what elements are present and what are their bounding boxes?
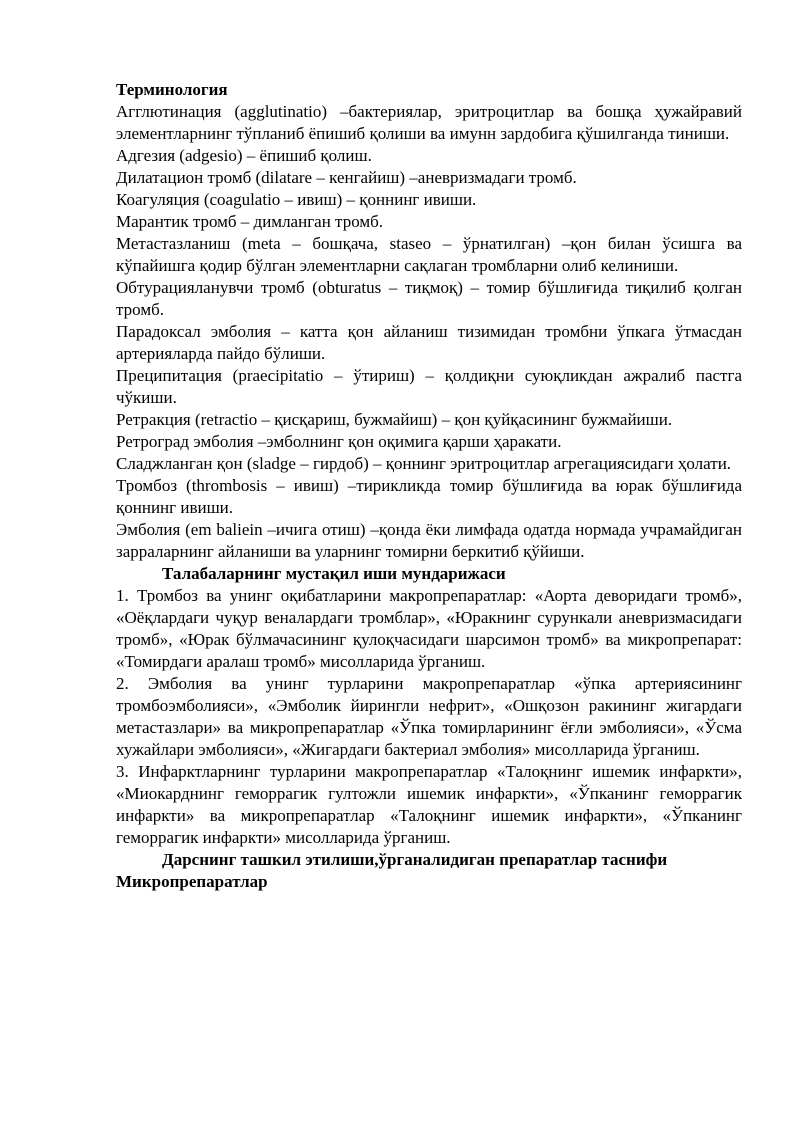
term-adhesion: Адгезия (adgesio) – ёпишиб қолиш. <box>116 146 372 165</box>
term-dilatation-thrombus: Дилатацион тромб (dilatare – кенгайиш) –аневризмадаги тромб. <box>116 168 577 187</box>
independent-work-item-2: 2. Эмболия ва унинг турларини макропрепаратлар «ўпка артериясининг тромбоэмболияси», «Эмболик йирингли нефрит», «Ошқозон ракининг жигардаги метастазлари» ва микропрепаратлар «Ўпка томирларининг ёғли эмболияси», «Ўсма хужайлари эмболияси», «Жигардаги бактериал эмболия» мисолларида ўрганиш. <box>116 674 742 759</box>
document-page <box>116 79 742 893</box>
micropreparations-subheading: Микропрепаратлар <box>116 872 268 891</box>
independent-work-heading: Талабаларнинг мустақил иши мундарижаси <box>162 564 506 583</box>
term-thrombosis: Тромбоз (thrombosis – ивиш) –тирикликда томир бўшлиғида ва юрак бўшлиғида қоннинг ивиши. <box>116 476 742 517</box>
term-embolism: Эмболия (em balіein –ичига отиш) –қонда ёки лимфада одатда нормада учрамайдиган зарраларнинг айланиши ва уларнинг томирни беркитиб қўйиши. <box>116 520 742 561</box>
term-retraction: Ретракция (retractio – қисқариш, бужмайиш) – қон қуйқасининг бужмайиши. <box>116 410 673 429</box>
term-precipitation: Преципитация (praecipitatio – ўтириш) – қолдиқни суюқликдан ажралиб пастга чўкиши. <box>116 366 742 407</box>
term-retrograde-embolism: Ретроград эмболия –эмболнинг қон оқимига қарши ҳаракати. <box>116 432 562 451</box>
independent-work-item-3: 3. Инфарктларнинг турларини макропрепаратлар «Талоқнинг ишемик инфаркти», «Миокарднинг геморрагик гултожли ишемик инфаркти», «Ўпканинг геморрагик инфаркти» ва микропрепаратлар «Талоқнинг ишемик инфаркти», «Ўпканинг геморрагик инфаркти» мисолларида ўрганиш. <box>116 762 742 847</box>
independent-work-item-1: 1. Тромбоз ва унинг оқибатларини макропрепаратлар: «Аорта деворидаги тромб», «Оёқлардаги чуқур веналардаги тромблар», «Юракнинг сурункали аневризмасидаги тромб», «Юрак бўлмачасининг қулоқчасидаги шарсимон тромб» ва микропрепарат: «Томирдаги аралаш тромб» мисолларида ўрганиш. <box>116 586 742 671</box>
term-coagulation: Коагуляция (coagulatio – ивиш) – қоннинг ивиши. <box>116 190 477 209</box>
term-marantic-thrombus: Марантик тромб – димланган тромб. <box>116 212 384 231</box>
terminology-heading: Терминология <box>116 80 228 99</box>
term-agglutination: Агглютинация (agglutinatio) –бактериялар, эритроцитлар ва бошқа ҳужайравий элементларнинг тўпланиб ёпишиб қолиши ва имунн зардобига қўшилганда тиниши. <box>116 102 742 143</box>
term-paradoxical-embolism: Парадоксал эмболия – катта қон айланиш тизимидан тромбни ўпкага ўтмасдан артерияларда пайдо бўлиши. <box>116 322 742 363</box>
term-metastasis: Метастазланиш (meta – бошқача, staseo – ўрнатилган) –қон билан ўсишга ва кўпайишга қодир бўлган элементларни сақлаган тромбларни олиб келиниши. <box>116 234 742 275</box>
term-sludged-blood: Сладжланган қон (sladge – гирдоб) – қоннинг эритроцитлар агрегациясидаги ҳолати. <box>116 454 732 473</box>
term-obturating-thrombus: Обтурацияланувчи тромб (obturatus – тиқмоқ) – томир бўшлиғида тиқилиб қолган тромб. <box>116 278 742 319</box>
lesson-organization-heading: Дарснинг ташкил этилиши,ўрганалидиган препаратлар таснифи <box>162 850 668 869</box>
